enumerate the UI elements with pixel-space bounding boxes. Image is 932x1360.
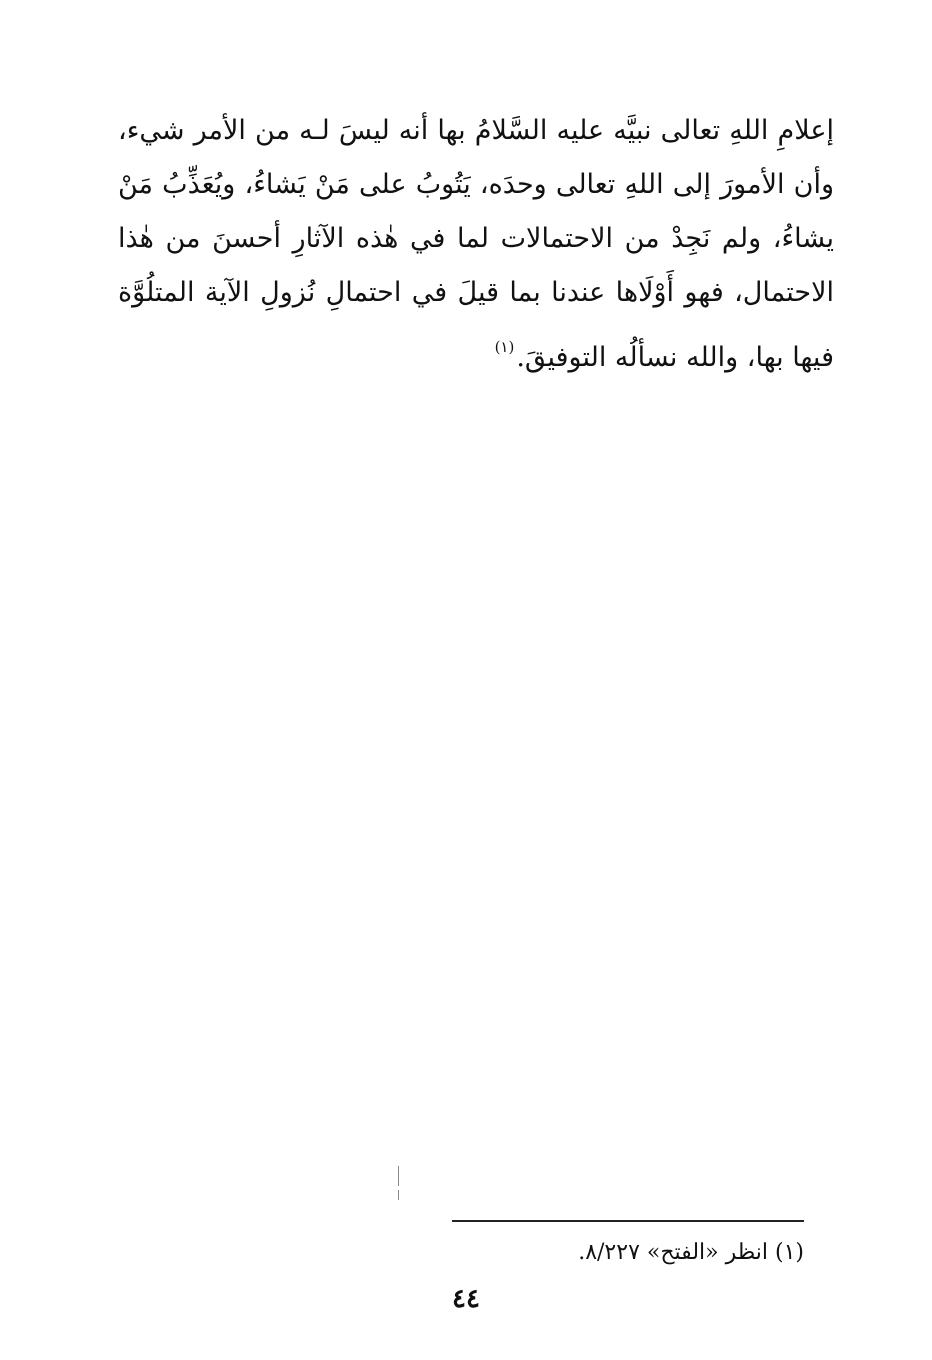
- body-line-3: يشاءُ، ولم نَجِدْ من الاحتمالات لما في هٰذه الآثارِ أحسنَ من هٰذا: [118, 223, 834, 254]
- main-paragraph: [118, 104, 834, 385]
- body-line-1: إعلامِ اللهِ تعالى نبيَّه عليه السَّلامُ بها أنه ليسَ لـه من الأمر شيء،: [118, 115, 834, 146]
- body-line-5-text: فيها بها، والله نسألُه التوفيقَ.: [516, 342, 834, 373]
- scan-artifact-mark: [398, 1190, 399, 1200]
- scan-artifact-mark: [398, 1166, 399, 1186]
- footnote-reference: (١): [494, 338, 515, 356]
- footnote: (١) انظر «الفتح» ٨/٢٢٧.: [578, 1240, 804, 1265]
- footnote-separator: [452, 1220, 804, 1222]
- page-number: ٤٤: [452, 1284, 480, 1314]
- body-line-5: [118, 320, 834, 385]
- body-line-4: الاحتمال، فهو أَوْلَاها عندنا بما قيلَ في احتمالِ نُزولِ الآية المتلُوَّة: [118, 277, 834, 308]
- body-line-2: وأن الأمورَ إلى اللهِ تعالى وحدَه، يَتُوبُ على مَنْ يَشاءُ، ويُعَذِّبُ مَنْ: [118, 169, 834, 200]
